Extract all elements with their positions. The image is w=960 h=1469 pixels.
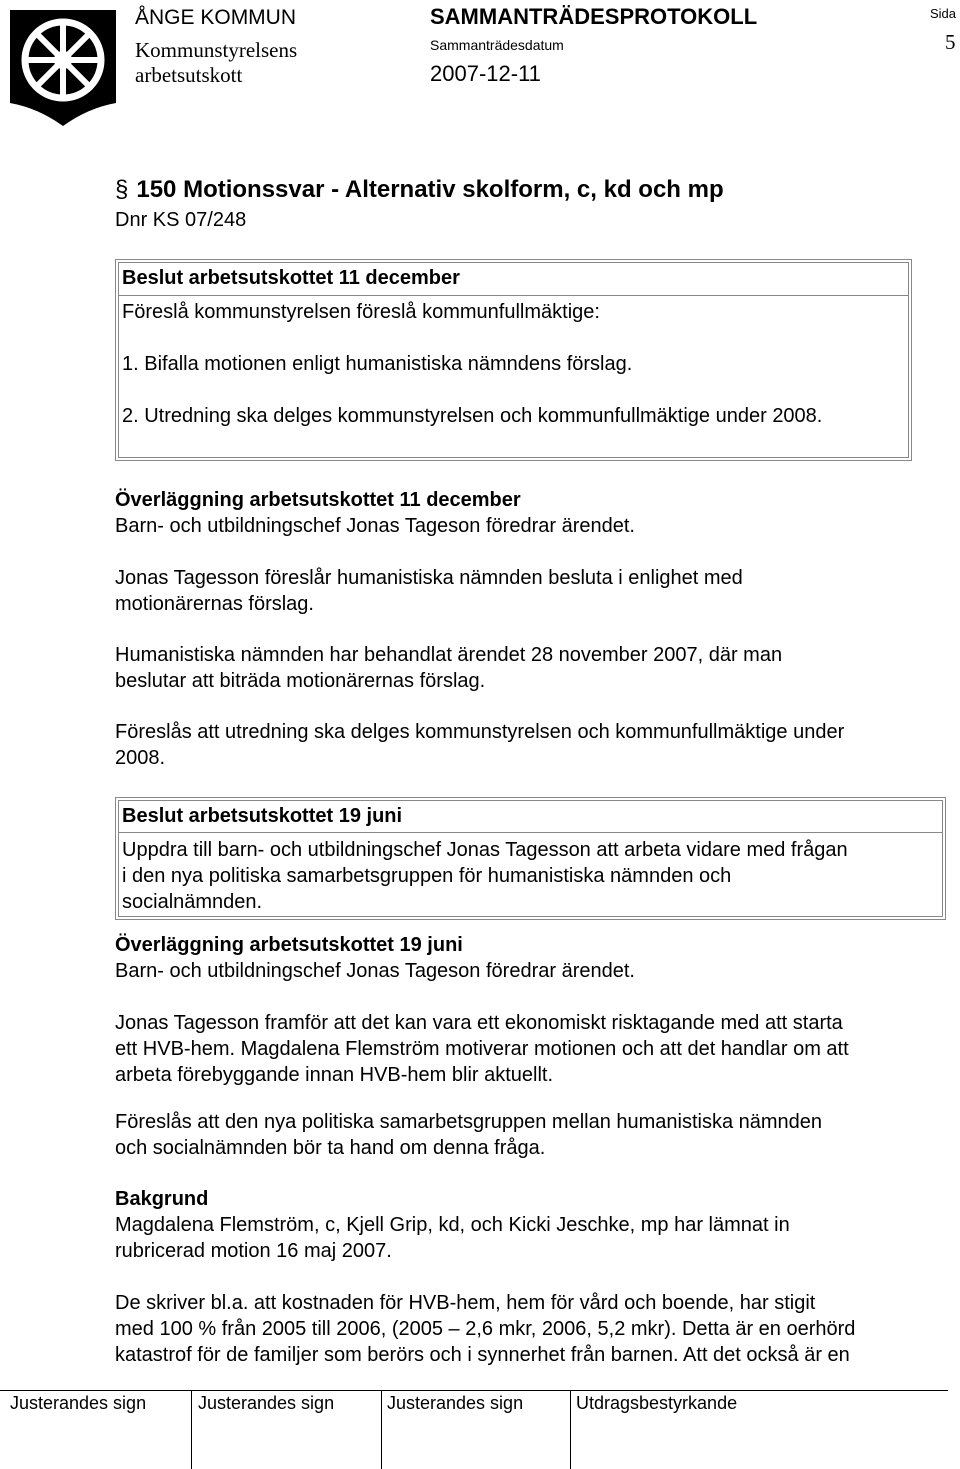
page-number: 5 — [945, 30, 956, 54]
meeting-date-label: Sammanträdesdatum — [430, 37, 564, 53]
case-number: Dnr KS 07/248 — [115, 209, 247, 231]
org-body-sub: arbetsutskott — [135, 63, 243, 87]
deliberation-heading-june: Överläggning arbetsutskottet 19 juni — [115, 934, 463, 956]
decision-june-text: i den nya politiska samarbetsgruppen för humanistiska nämnden och — [122, 865, 732, 887]
deliberation-text: och socialnämnden bör ta hand om denna fråga. — [115, 1137, 546, 1159]
decision-heading-december: Beslut arbetsutskottet 11 december — [122, 267, 460, 289]
footer-rule — [0, 1390, 948, 1391]
deliberation-text: Humanistiska nämnden har behandlat ärendet 28 november 2007, där man — [115, 644, 783, 666]
background-heading: Bakgrund — [115, 1188, 209, 1210]
org-name: ÅNGE KOMMUN — [135, 6, 297, 29]
meeting-date: 2007-12-11 — [430, 61, 541, 86]
certification-field[interactable]: Utdragsbestyrkande — [576, 1393, 738, 1413]
decision-june-text: socialnämnden. — [122, 891, 263, 913]
deliberation-text: Barn- och utbildningschef Jonas Tageson föredrar ärendet. — [115, 515, 635, 537]
deliberation-text: Föreslås att utredning ska delges kommunstyrelsen och kommunfullmäktige under — [115, 721, 845, 743]
deliberation-heading-december: Överläggning arbetsutskottet 11 december — [115, 489, 521, 511]
section-title-text: 150 Motionssvar - Alternativ skolform, c, kd och mp — [136, 176, 724, 203]
org-body: Kommunstyrelsens — [135, 38, 298, 62]
decision-intro: Föreslå kommunstyrelsen föreslå kommunfullmäktige: — [122, 301, 600, 323]
deliberation-text: motionärernas förslag. — [115, 593, 314, 615]
background-text: rubricerad motion 16 maj 2007. — [115, 1240, 392, 1262]
decision-heading-june: Beslut arbetsutskottet 19 juni — [122, 805, 403, 827]
background-text: med 100 % från 2005 till 2006, (2005 – 2,6 mkr, 2006, 5,2 mkr). Detta är en oerhörd — [115, 1318, 856, 1340]
protocol-title: SAMMANTRÄDESPROTOKOLL — [430, 4, 758, 29]
page-label: Sida — [930, 6, 957, 21]
paragraph-sign: § — [115, 176, 129, 203]
deliberation-text: arbeta förebyggande innan HVB-hem blir aktuellt. — [115, 1064, 554, 1086]
deliberation-text: 2008. — [115, 747, 166, 769]
deliberation-text: Föreslås att den nya politiska samarbetsgruppen mellan humanistiska nämnden — [115, 1111, 823, 1133]
decision-item-1: 1. Bifalla motionen enligt humanistiska nämndens förslag. — [122, 353, 633, 375]
deliberation-text: Barn- och utbildningschef Jonas Tageson föredrar ärendet. — [115, 960, 635, 982]
signature-field-1[interactable]: Justerandes sign — [10, 1393, 147, 1413]
decision-june-text: Uppdra till barn- och utbildningschef Jonas Tagesson att arbeta vidare med frågan — [122, 839, 848, 861]
decision-box-december-divider — [118, 295, 909, 296]
decision-item-2: 2. Utredning ska delges kommunstyrelsen och kommunfullmäktige under 2008. — [122, 405, 823, 427]
background-text: katastrof för de familjer som berörs och i synnerhet från barnen. Att det också är en — [115, 1344, 850, 1366]
deliberation-text: beslutar att biträda motionärernas förslag. — [115, 670, 486, 692]
decision-box-june-divider — [118, 832, 943, 833]
deliberation-text: Jonas Tagesson framför att det kan vara ett ekonomiskt risktagande med att starta — [115, 1012, 843, 1034]
section-title — [115, 176, 724, 204]
footer-divider — [570, 1390, 571, 1469]
wheel-shield-logo-icon — [8, 8, 118, 128]
deliberation-text: Jonas Tagesson föreslår humanistiska nämnden besluta i enlighet med — [115, 567, 743, 589]
signature-field-3[interactable]: Justerandes sign — [387, 1393, 524, 1413]
footer-divider — [381, 1390, 382, 1469]
signature-field-2[interactable]: Justerandes sign — [198, 1393, 335, 1413]
municipality-logo — [8, 8, 118, 128]
background-text: Magdalena Flemström, c, Kjell Grip, kd, och Kicki Jeschke, mp har lämnat in — [115, 1214, 790, 1236]
deliberation-text: ett HVB-hem. Magdalena Flemström motiverar motionen och att det handlar om att — [115, 1038, 849, 1060]
footer-divider — [191, 1390, 192, 1469]
background-text: De skriver bl.a. att kostnaden för HVB-hem, hem för vård och boende, har stigit — [115, 1292, 816, 1314]
